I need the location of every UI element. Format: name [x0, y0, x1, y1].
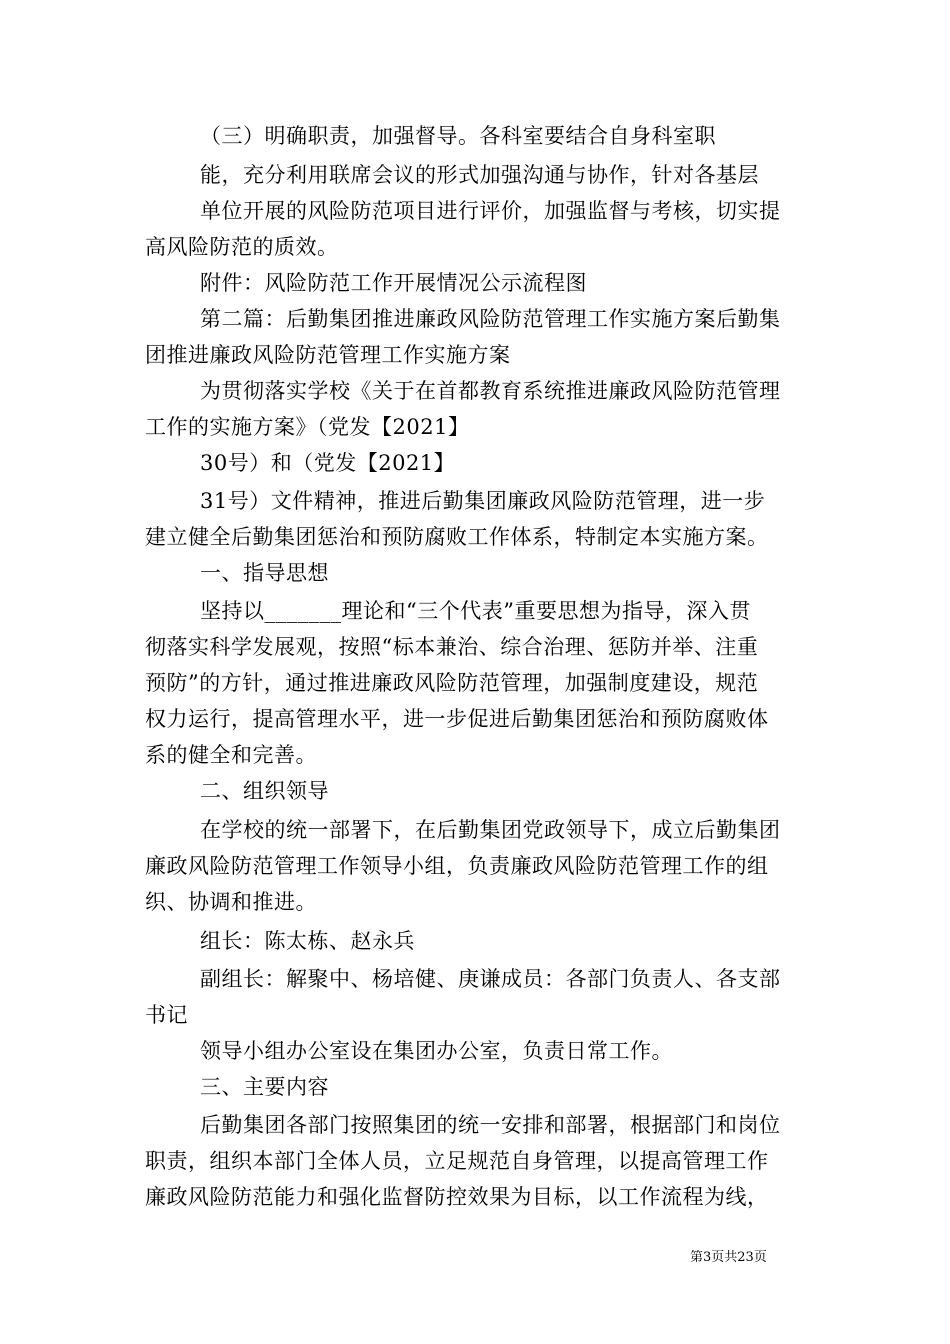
page-number-footer: 第3页共23页 — [690, 1250, 767, 1265]
paragraph-line: 廉政风险防范能力和强化监督防控效果为目标，以工作流程为线， — [145, 1185, 769, 1209]
paragraph-line: （三）明确职责，加强督导。各科室要结合自身科室职 — [200, 124, 716, 148]
section-heading: 二、组织领导 — [200, 779, 329, 803]
paragraph-line: 团推进廉政风险防范管理工作实施方案 — [145, 343, 511, 367]
paragraph-line: 为贯彻落实学校《关于在首都教育系统推进廉政风险防范管理 — [200, 379, 781, 403]
paragraph-line: 能，充分利用联席会议的形式加强沟通与协作，针对各基层 — [200, 163, 759, 187]
paragraph-line: 廉政风险防范管理工作领导小组，负责廉政风险防范管理工作的组 — [145, 854, 769, 878]
paragraph-line: 坚持以_______理论和“三个代表”重要思想为指导，深入贯 — [200, 599, 751, 623]
section-heading: 三、主要内容 — [200, 1075, 329, 1099]
paragraph-line: 领导小组办公室设在集团办公室，负责日常工作。 — [200, 1039, 673, 1063]
paragraph-line: 系的健全和完善。 — [145, 743, 317, 767]
paragraph-line: 建立健全后勤集团惩治和预防腐败工作体系，特制定本实施方案。 — [145, 525, 769, 549]
paragraph-line: 预防”的方针，通过推进廉政风险防范管理，加强制度建设，规范 — [145, 671, 759, 695]
paragraph-line: 第二篇：后勤集团推进廉政风险防范管理工作实施方案后勤集 — [200, 307, 781, 331]
paragraph-line: 30号）和（党发【2021】 — [200, 451, 456, 475]
paragraph-line: 织、协调和推进。 — [145, 890, 317, 914]
paragraph-line: 工作的实施方案》（党发【2021】 — [145, 415, 470, 439]
paragraph-line: 副组长：解聚中、杨培健、庚谦成员：各部门负责人、各支部 — [200, 967, 781, 991]
paragraph-line: 权力运行，提高管理水平，进一步促进后勤集团惩治和预防腐败体 — [145, 707, 769, 731]
paragraph-line: 单位开展的风险防范项目进行评价，加强监督与考核，切实提 — [200, 199, 781, 223]
section-heading: 一、指导思想 — [200, 561, 329, 585]
paragraph-line: 高风险防范的质效。 — [145, 235, 339, 259]
paragraph-line: 彻落实科学发展观，按照“标本兼治、综合治理、惩防并举、注重 — [145, 635, 759, 659]
paragraph-line: 职责，组织本部门全体人员，立足规范自身管理，以提高管理工作 — [145, 1149, 769, 1173]
paragraph-line: 在学校的统一部署下，在后勤集团党政领导下，成立后勤集团 — [200, 818, 781, 842]
paragraph-line: 31号）文件精神，推进后勤集团廉政风险防范管理，进一步 — [200, 489, 766, 513]
paragraph-line: 后勤集团各部门按照集团的统一安排和部署，根据部门和岗位 — [200, 1113, 781, 1137]
paragraph-line: 附件：风险防范工作开展情况公示流程图 — [200, 271, 587, 295]
paragraph-line: 组长：陈太栋、赵永兵 — [200, 929, 415, 953]
paragraph-line: 书记 — [145, 1003, 188, 1027]
